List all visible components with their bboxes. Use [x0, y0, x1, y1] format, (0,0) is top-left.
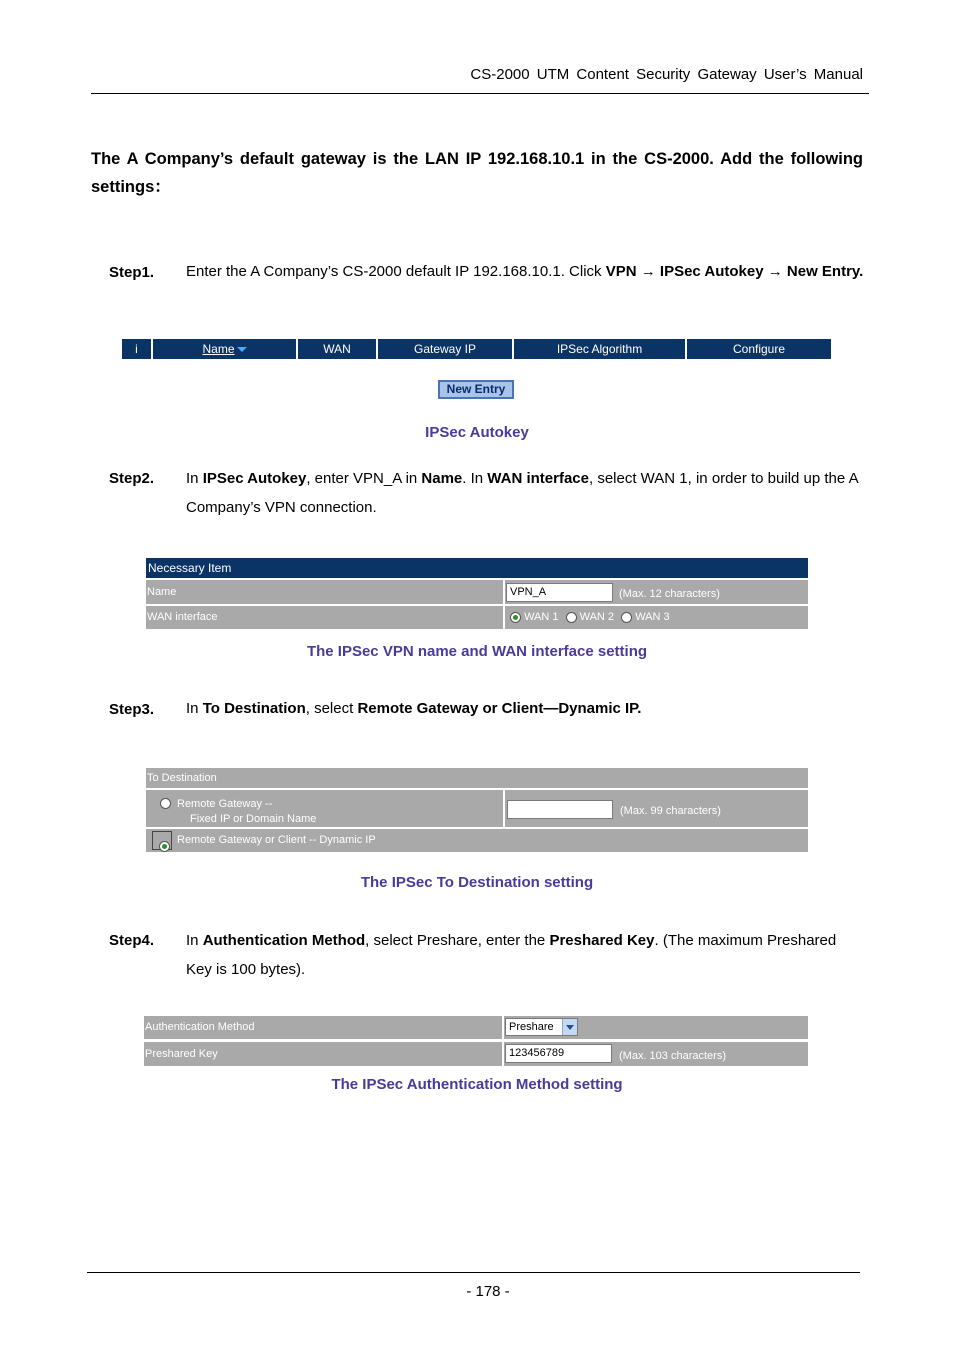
destination-opt2-row: [146, 829, 808, 852]
dynamic-ip-label: Remote Gateway or Client -- Dynamic IP: [177, 834, 376, 846]
col-gateway-ip: Gateway IP: [378, 339, 512, 359]
preshared-key-cell: [504, 1042, 808, 1066]
col-configure: Configure: [687, 339, 831, 359]
wan-interface-label: WAN interface: [146, 606, 503, 629]
remote-gateway-input[interactable]: [507, 800, 613, 819]
step4-text: In Authentication Method, select Preshare, enter the Preshared Key. (The maximum Preshared Key is 100 bytes).: [186, 932, 837, 978]
step2-text: In IPSec Autokey, enter VPN_A in Name. In WAN interface, select WAN 1, in order to build up the A Company’s VPN connection.: [186, 470, 858, 516]
footer-divider: [87, 1272, 860, 1273]
preshared-key-hint: (Max. 103 characters): [619, 1050, 726, 1062]
caption-name-wan: The IPSec VPN name and WAN interface setting: [306, 643, 648, 660]
step1-ipsec-autokey: IPSec Autokey: [659, 263, 764, 280]
preshared-key-label: Preshared Key: [144, 1042, 502, 1066]
wan1-radio[interactable]: [510, 612, 521, 623]
name-hint: (Max. 12 characters): [619, 588, 720, 600]
step3-text: In To Destination, select Remote Gateway or Client—Dynamic IP.: [186, 700, 642, 717]
remote-fixed-radio[interactable]: [160, 798, 171, 809]
wan2-label: WAN 2: [579, 611, 615, 623]
step2-label: Step2.: [109, 470, 155, 487]
necessary-item-header: Necessary Item: [146, 558, 808, 578]
wan2-radio[interactable]: [566, 612, 577, 623]
name-input[interactable]: VPN_A: [506, 583, 613, 602]
page-number: - 178 -: [466, 1283, 510, 1300]
step1-new-entry: New Entry.: [786, 263, 864, 280]
remote-fixed-line2: Fixed IP or Domain Name: [190, 813, 317, 825]
col-name-sort[interactable]: Name: [153, 339, 296, 359]
col-wan: WAN: [298, 339, 376, 359]
chevron-down-icon[interactable]: [562, 1019, 577, 1035]
auth-method-label: Authentication Method: [144, 1016, 502, 1039]
step1-label: Step1.: [109, 264, 155, 281]
name-label: Name: [146, 580, 503, 604]
step3-label: Step3.: [109, 701, 155, 718]
new-entry-button[interactable]: New Entry: [438, 380, 514, 399]
caption-ipsec-autokey: IPSec Autokey: [425, 424, 529, 441]
wan1-label: WAN 1: [524, 611, 559, 623]
wan3-radio[interactable]: [621, 612, 632, 623]
caption-authentication: The IPSec Authentication Method setting: [331, 1076, 623, 1093]
sort-down-icon: [237, 347, 247, 352]
step1-text: Enter the A Company’s CS-2000 default IP 192.168.10.1. Click VPN → IPSec Autokey → New Entry.: [186, 263, 864, 280]
step4-label: Step4.: [109, 932, 155, 949]
step1-vpn: VPN: [605, 263, 637, 280]
auth-method-select[interactable]: Preshare: [505, 1018, 578, 1036]
manual-title: CS-2000 UTM Content Security Gateway User’s Manual: [470, 66, 863, 83]
col-index: i: [122, 339, 151, 359]
caption-destination: The IPSec To Destination setting: [360, 874, 594, 891]
destination-header: To Destination: [146, 768, 808, 788]
destination-opt1-cell: [146, 790, 503, 827]
remote-gateway-hint: (Max. 99 characters): [620, 805, 721, 817]
auth-method-cell: [504, 1016, 808, 1039]
remote-fixed-line1: Remote Gateway --: [177, 798, 273, 810]
destination-opt1-input-cell: [505, 790, 808, 827]
dynamic-ip-radio[interactable]: [159, 841, 170, 852]
intro-paragraph: The A Company’s default gateway is the LAN IP 192.168.10.1 in the CS-2000. Add the following settings：: [91, 150, 863, 196]
wan3-label: WAN 3: [635, 611, 670, 623]
preshared-key-input[interactable]: 123456789: [505, 1044, 612, 1063]
header-divider: [91, 93, 869, 94]
name-row: [505, 580, 808, 604]
col-ipsec-algorithm: IPSec Algorithm: [514, 339, 685, 359]
wan-interface-row: [505, 606, 808, 629]
